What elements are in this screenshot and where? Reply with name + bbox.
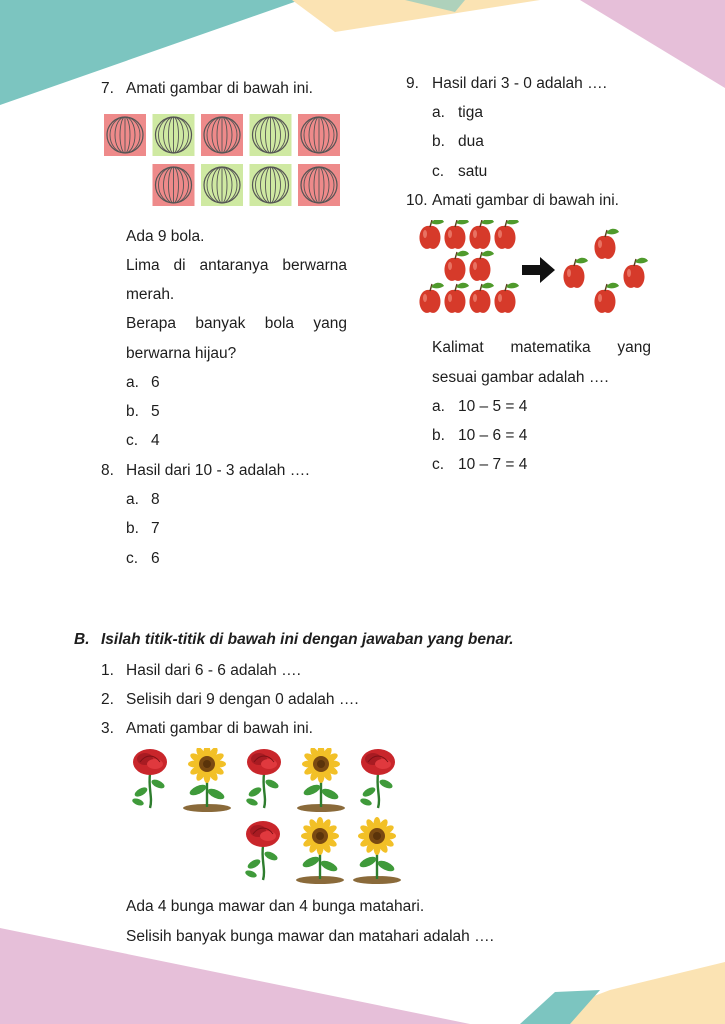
- red-ball: [153, 164, 195, 206]
- q9-option-a-letter: a.: [432, 104, 445, 121]
- apple: [469, 283, 494, 313]
- q7-story-line-2: Lima di antaranya berwarna: [126, 257, 347, 274]
- q7-story-line-4: Berapa banyak bola yang: [126, 315, 347, 332]
- apple: [594, 283, 619, 313]
- b2-text: Selisih dari 9 dengan 0 adalah ….: [126, 691, 359, 708]
- b1-number: 1.: [101, 662, 114, 679]
- b3-story-line-1: Ada 4 bunga mawar dan 4 bunga matahari.: [126, 898, 425, 915]
- q8-option-b: 7: [151, 520, 160, 537]
- q10-number: 10.: [406, 192, 428, 209]
- q10-option-b-letter: b.: [432, 427, 445, 444]
- apple: [594, 229, 619, 259]
- apple: [444, 251, 469, 281]
- green-ball: [250, 114, 292, 156]
- section-b-letter: B.: [74, 631, 90, 648]
- red-ball: [201, 114, 243, 156]
- apple: [623, 258, 648, 288]
- q9-option-b-letter: b.: [432, 133, 445, 150]
- q8-option-c-letter: c.: [126, 550, 139, 567]
- rose-flower: [359, 749, 395, 808]
- apple: [469, 220, 494, 249]
- rose-flower: [131, 749, 167, 808]
- q10-apples-picture: [412, 220, 662, 320]
- q7-option-b: 5: [151, 403, 160, 420]
- q7-story-line-3: merah.: [126, 286, 175, 303]
- q7-option-b-letter: b.: [126, 403, 139, 420]
- red-ball: [298, 164, 340, 206]
- b3-flowers-picture: [128, 748, 408, 890]
- q10-story-line-2: sesuai gambar adalah ….: [432, 369, 609, 386]
- q8-number: 8.: [101, 462, 114, 479]
- apple: [419, 220, 444, 249]
- q9-option-c-letter: c.: [432, 163, 445, 180]
- q7-story-line-5: berwarna hijau?: [126, 345, 237, 362]
- b1-text: Hasil dari 6 - 6 adalah ….: [126, 662, 301, 679]
- q10-option-c: 10 – 7 = 4: [458, 456, 528, 473]
- green-ball: [153, 114, 195, 156]
- sunflower: [296, 817, 344, 884]
- apple: [444, 220, 469, 249]
- q9-option-b: dua: [458, 133, 484, 150]
- q10-option-b: 10 – 6 = 4: [458, 427, 528, 444]
- q10-story-line-1: Kalimat matematika yang: [432, 339, 651, 356]
- b3-story-line-2: Selisih banyak bunga mawar dan matahari adalah ….: [126, 928, 494, 945]
- green-ball: [250, 164, 292, 206]
- apple: [494, 220, 519, 249]
- q8-option-a-letter: a.: [126, 491, 139, 508]
- rose-flower: [244, 821, 280, 880]
- q7-story-line-1: Ada 9 bola.: [126, 228, 205, 245]
- q10-option-a-letter: a.: [432, 398, 445, 415]
- sunflower: [183, 748, 231, 812]
- q8-prompt: Hasil dari 10 - 3 adalah ….: [126, 462, 310, 479]
- q8-option-b-letter: b.: [126, 520, 139, 537]
- apple: [563, 258, 588, 288]
- apple: [419, 283, 444, 313]
- q9-option-a: tiga: [458, 104, 483, 121]
- q10-prompt: Amati gambar di bawah ini.: [432, 192, 619, 209]
- q7-balls-picture: [104, 114, 344, 208]
- q7-number: 7.: [101, 80, 114, 97]
- b3-number: 3.: [101, 720, 114, 737]
- sunflower: [297, 748, 345, 812]
- sunflower: [353, 817, 401, 884]
- arrow-right-icon: [522, 257, 555, 283]
- q10-option-c-letter: c.: [432, 456, 445, 473]
- b3-text: Amati gambar di bawah ini.: [126, 720, 313, 737]
- q10-option-a: 10 – 5 = 4: [458, 398, 528, 415]
- red-ball: [104, 114, 146, 156]
- rose-flower: [245, 749, 281, 808]
- q9-option-c: satu: [458, 163, 488, 180]
- q7-option-a-letter: a.: [126, 374, 139, 391]
- apple: [494, 283, 519, 313]
- section-b-heading: Isilah titik-titik di bawah ini dengan jawaban yang benar.: [101, 631, 514, 648]
- q9-number: 9.: [406, 75, 419, 92]
- green-ball: [201, 164, 243, 206]
- b2-number: 2.: [101, 691, 114, 708]
- red-ball: [298, 114, 340, 156]
- q7-option-c: 4: [151, 432, 160, 449]
- q7-option-c-letter: c.: [126, 432, 139, 449]
- apple: [444, 283, 469, 313]
- q9-prompt: Hasil dari 3 - 0 adalah ….: [432, 75, 607, 92]
- q7-option-a: 6: [151, 374, 160, 391]
- q8-option-c: 6: [151, 550, 160, 567]
- q8-option-a: 8: [151, 491, 160, 508]
- q7-prompt: Amati gambar di bawah ini.: [126, 80, 313, 97]
- apple: [469, 251, 494, 281]
